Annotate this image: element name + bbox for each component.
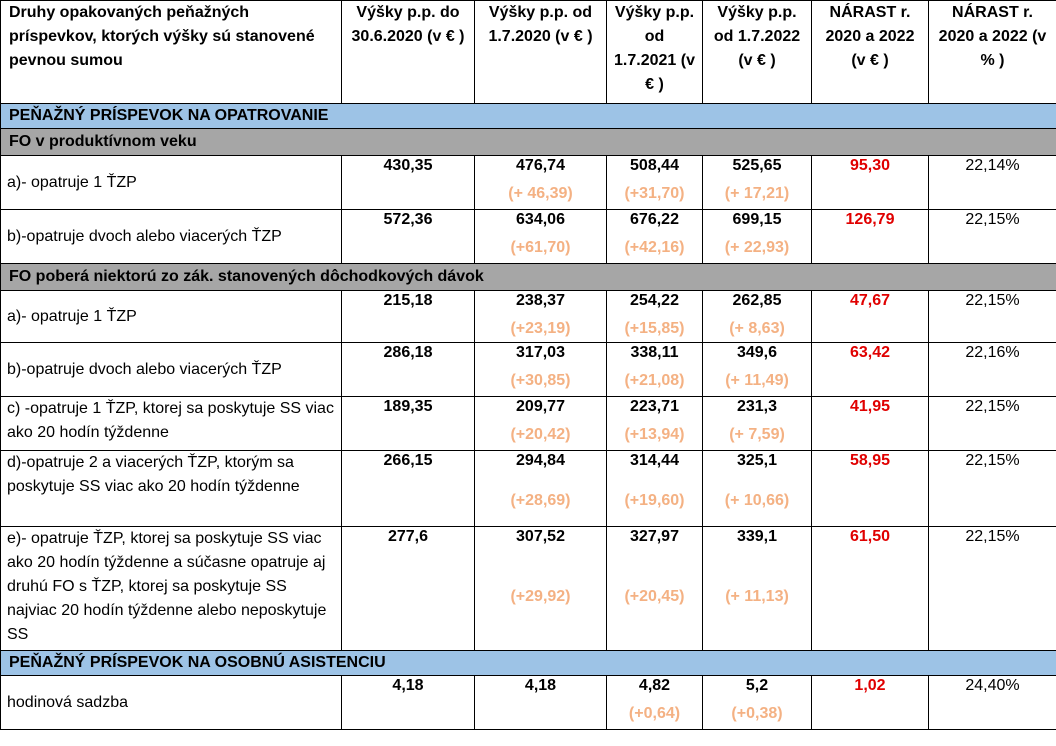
value-2020-until <box>342 527 475 651</box>
increase-eur: 1,02 <box>812 676 929 730</box>
value-2021 <box>607 676 703 730</box>
value-main: 277,6 <box>387 528 429 545</box>
value-delta: (+31,70) <box>624 185 685 202</box>
value-2022 <box>703 210 812 264</box>
table-row <box>1 343 1056 397</box>
value-main: 5,2 <box>745 677 769 694</box>
value-delta: (+ 8,63) <box>729 320 785 337</box>
row-label: b)-opatruje dvoch alebo viacerých ŤZP <box>1 343 342 397</box>
increase-pct: 22,15% <box>929 527 1056 651</box>
value-2020-from <box>475 527 607 651</box>
table-row <box>1 291 1056 343</box>
value-2021 <box>607 397 703 451</box>
table-row <box>1 451 1056 527</box>
value-delta: (+28,69) <box>510 492 571 509</box>
value-2020-until <box>342 156 475 210</box>
header-from-2022: Výšky p.p. od 1.7.2022 (v € ) <box>703 1 812 104</box>
table-row <box>1 210 1056 264</box>
value-main: 215,18 <box>383 292 433 309</box>
row-label: a)- opatruje 1 ŤZP <box>1 291 342 343</box>
value-main: 699,15 <box>732 211 782 228</box>
value-2022 <box>703 291 812 343</box>
header-from-2020: Výšky p.p. od 1.7.2020 (v € ) <box>475 1 607 104</box>
value-delta: (+61,70) <box>510 239 571 256</box>
row-label: a)- opatruje 1 ŤZP <box>1 156 342 210</box>
row-label: b)-opatruje dvoch alebo viacerých ŤZP <box>1 210 342 264</box>
value-2022 <box>703 451 812 527</box>
value-delta: (+ 46,39) <box>508 185 573 202</box>
increase-eur: 126,79 <box>812 210 929 264</box>
section-row <box>1 104 1056 129</box>
value-2020-until <box>342 210 475 264</box>
value-2021 <box>607 451 703 527</box>
row-label: e)- opatruje ŤZP, ktorej sa poskytuje SS viac ako 20 hodín týždenne a súčasne opatruje aj druhú FO s ŤZP, ktorej sa poskytuje SS najviac 20 hodín týždenne alebo neposkytuje SS <box>1 527 342 651</box>
value-main: 525,65 <box>732 157 782 174</box>
value-2021 <box>607 527 703 651</box>
value-main: 676,22 <box>630 211 679 228</box>
value-2020-until <box>342 291 475 343</box>
row-label: c) -opatruje 1 ŤZP, ktorej sa poskytuje SS viac ako 20 hodín týždenne <box>1 397 342 451</box>
value-main: 4,18 <box>392 677 424 694</box>
value-main: 266,15 <box>383 452 433 469</box>
table-row <box>1 527 1056 651</box>
subsection-produktivny: FO v produktívnom veku <box>1 129 1056 156</box>
section-opatrovanie: PEŇAŽNÝ PRÍSPEVOK NA OPATROVANIE <box>1 104 1056 129</box>
value-delta: (+42,16) <box>624 239 685 256</box>
header-until-2020: Výšky p.p. do 30.6.2020 (v € ) <box>342 1 475 104</box>
value-main: 325,1 <box>736 452 778 469</box>
table-row <box>1 676 1056 730</box>
increase-eur: 58,95 <box>812 451 929 527</box>
increase-pct: 24,40% <box>929 676 1056 730</box>
row-label: d)-opatruje 2 a viacerých ŤZP, ktorým sa poskytuje SS viac ako 20 hodín týždenne <box>1 451 342 527</box>
value-main: 349,6 <box>736 344 778 361</box>
value-main: 262,85 <box>732 292 782 309</box>
section-asistencia: PEŇAŽNÝ PRÍSPEVOK NA OSOBNÚ ASISTENCIU <box>1 651 1056 676</box>
value-2020-from <box>475 156 607 210</box>
value-main: 286,18 <box>383 344 433 361</box>
value-main: 338,11 <box>630 344 679 361</box>
value-2021 <box>607 156 703 210</box>
value-delta: (+15,85) <box>624 320 685 337</box>
subsection-davky: FO poberá niektorú zo zák. stanovených dôchodkových dávok <box>1 264 1056 291</box>
value-2020-until <box>342 343 475 397</box>
subsection-row <box>1 129 1056 156</box>
value-delta: (+ 11,49) <box>725 372 789 389</box>
value-2020-until <box>342 451 475 527</box>
increase-eur: 61,50 <box>812 527 929 651</box>
value-delta: (+ 11,13) <box>725 588 789 605</box>
value-2022 <box>703 676 812 730</box>
value-delta: (+20,42) <box>510 426 571 443</box>
value-2020-from <box>475 451 607 527</box>
table-row <box>1 156 1056 210</box>
value-delta: (+23,19) <box>510 320 571 337</box>
value-main: 238,37 <box>516 292 565 309</box>
value-delta: (+ 10,66) <box>724 492 790 509</box>
value-main: 254,22 <box>630 292 679 309</box>
increase-pct: 22,15% <box>929 291 1056 343</box>
row-label: hodinová sadzba <box>1 676 342 730</box>
value-2021 <box>607 343 703 397</box>
value-main: 189,35 <box>383 398 433 415</box>
increase-eur: 41,95 <box>812 397 929 451</box>
value-delta: (+29,92) <box>510 588 571 605</box>
value-main: 209,77 <box>516 398 565 415</box>
subsection-row <box>1 264 1056 291</box>
value-main: 314,44 <box>630 452 679 469</box>
value-main: 294,84 <box>516 452 565 469</box>
increase-eur: 95,30 <box>812 156 929 210</box>
value-main: 634,06 <box>516 211 565 228</box>
value-main: 307,52 <box>516 528 565 545</box>
value-2020-from <box>475 676 607 730</box>
increase-pct: 22,15% <box>929 451 1056 527</box>
value-2021 <box>607 291 703 343</box>
header-type: Druhy opakovaných peňažných príspevkov, ktorých výšky sú stanovené pevnou sumou <box>1 1 342 104</box>
value-delta: (+19,60) <box>624 492 685 509</box>
increase-pct: 22,15% <box>929 210 1056 264</box>
value-2022 <box>703 156 812 210</box>
value-delta: (+20,45) <box>624 588 685 605</box>
value-main: 4,18 <box>524 677 557 694</box>
increase-pct: 22,16% <box>929 343 1056 397</box>
increase-eur: 63,42 <box>812 343 929 397</box>
value-delta: (+ 17,21) <box>724 185 790 202</box>
header-increase-pct: NÁRAST r. 2020 a 2022 (v % ) <box>929 1 1056 104</box>
value-2020-from <box>475 291 607 343</box>
value-delta: (+0,38) <box>731 705 783 722</box>
value-delta: (+13,94) <box>624 426 685 443</box>
header-row <box>1 1 1056 104</box>
value-2022 <box>703 343 812 397</box>
value-2020-until <box>342 397 475 451</box>
value-delta: (+21,08) <box>624 372 685 389</box>
value-main: 430,35 <box>383 157 433 174</box>
value-main: 317,03 <box>516 344 565 361</box>
value-main: 476,74 <box>516 157 565 174</box>
value-delta: (+ 22,93) <box>724 239 790 256</box>
value-delta: (+30,85) <box>510 372 571 389</box>
value-2020-from <box>475 343 607 397</box>
section-row <box>1 651 1056 676</box>
header-increase-eur: NÁRAST r. 2020 a 2022 (v € ) <box>812 1 929 104</box>
value-2020-from <box>475 210 607 264</box>
value-main: 223,71 <box>630 398 679 415</box>
value-main: 327,97 <box>630 528 679 545</box>
value-2022 <box>703 397 812 451</box>
value-delta: (+ 7,59) <box>729 426 785 443</box>
table-row <box>1 397 1056 451</box>
value-main: 339,1 <box>736 528 778 545</box>
increase-pct: 22,14% <box>929 156 1056 210</box>
increase-eur: 47,67 <box>812 291 929 343</box>
value-main: 231,3 <box>736 398 778 415</box>
value-main: 508,44 <box>630 157 679 174</box>
value-2021 <box>607 210 703 264</box>
value-main: 4,82 <box>638 677 671 694</box>
increase-pct: 22,15% <box>929 397 1056 451</box>
value-main: 572,36 <box>383 211 433 228</box>
value-delta: (+0,64) <box>628 705 681 722</box>
value-2020-until <box>342 676 475 730</box>
value-2020-from <box>475 397 607 451</box>
header-from-2021: Výšky p.p. od 1.7.2021 (v € ) <box>607 1 703 104</box>
value-2022 <box>703 527 812 651</box>
